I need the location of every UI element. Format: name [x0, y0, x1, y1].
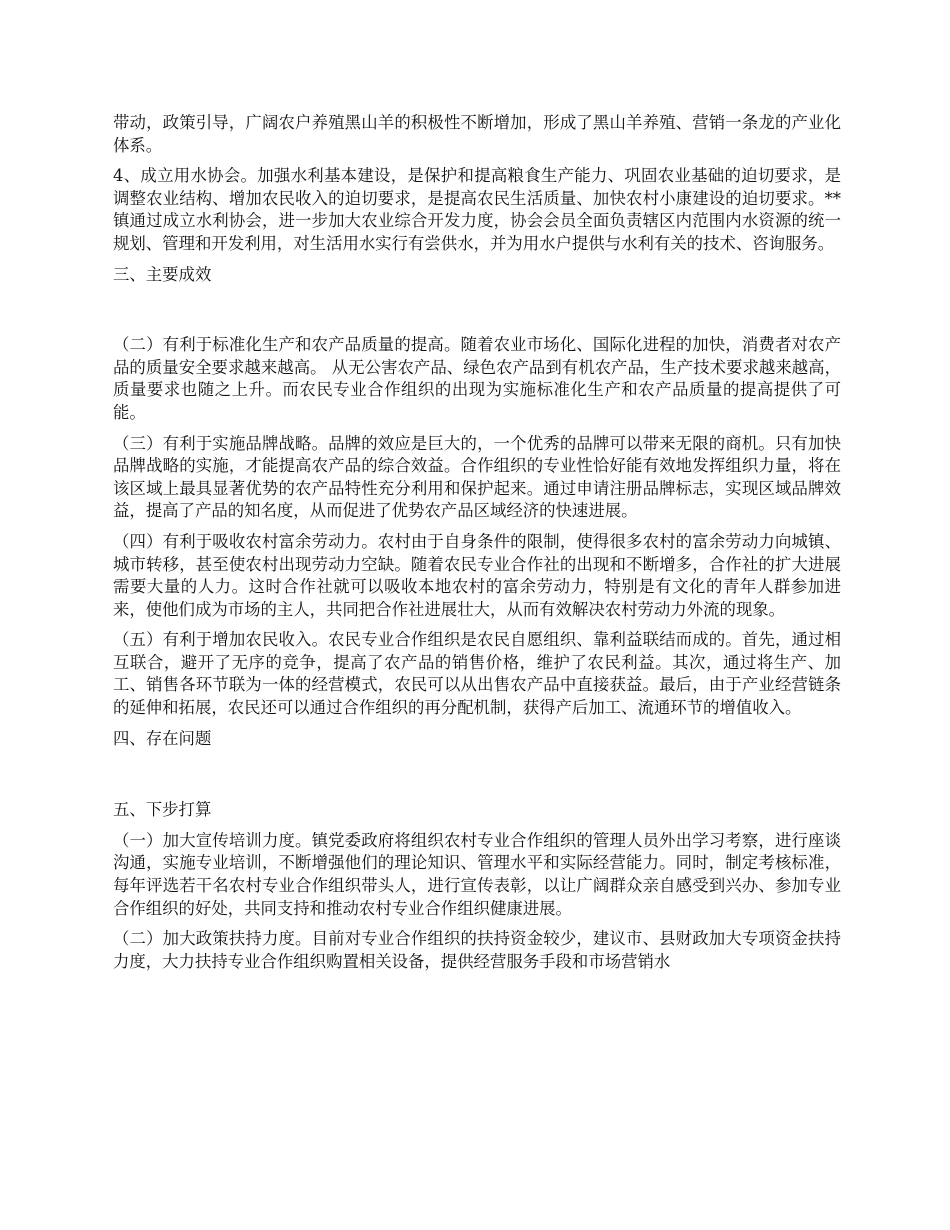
result-item-5: （五）有利于增加农民收入。农民专业合作组织是农民自愿组织、靠利益联结而成的。首先，通过相互联合，避开了无序的竞争，提高了农产品的销售价格，维护了农民利益。其次，通过将生产、加工、销售各环节联为一体的经营模式，农民可以从出售农产品中直接获益。最后，由于产业经营链条的延伸和拓展，农民还可以通过合作组织的再分配机制，获得产后加工、流通环节的增值收入。: [113, 630, 841, 718]
result-item-4: （四）有利于吸收农村富余劳动力。农村由于自身条件的限制，使得很多农村的富余劳动力向城镇、城市转移，甚至使农村出现劳动力空缺。随着农民专业合作社的出现和不断增多，合作社的扩大进展需要大量的人力。这时合作社就可以吸收本地农村的富余劳动力，特别是有文化的青年人群参加进来，使他们成为市场的主人，共同把合作社进展壮大，从而有效解决农村劳动力外流的现象。: [113, 531, 841, 619]
section-heading-main-results: 三、主要成效: [113, 264, 212, 284]
section-heading-next-steps: 五、下步打算: [113, 800, 212, 820]
paragraph-intro-continuation: 带动，政策引导，广阔农户养殖黑山羊的积极性不断增加，形成了黑山羊养殖、营销一条龙的产业化体系。: [113, 113, 841, 155]
paragraph-water-association: 4、成立用水协会。加强水利基本建设，是保护和提高粮食生产能力、巩固农业基础的迫切要求，是调整农业结构、增加农民收入的迫切要求，是提高农民生活质量、加快农村小康建设的迫切要求。**镇通过成立水利协会，进一步加大农业综合开发力度，协会会员全面负责辖区内范围内水资源的统一规划、管理和开发利用，对生活用水实行有尝供水，并为用水户提供与水利有关的技术、咨询服务。: [113, 166, 841, 253]
plan-item-2: （二）加大政策扶持力度。目前对专业合作组织的扶持资金较少，建议市、县财政加大专项资金扶持力度，大力扶持专业合作组织购置相关设备，提供经营服务手段和市场营销水: [113, 929, 841, 971]
blank-space: [113, 758, 841, 799]
result-item-2: （二）有利于标准化生产和农产品质量的提高。随着农业市场化、国际化进程的加快，消费者对农产品的质量安全要求越来越高。 从无公害农产品、绿色农产品到有机农产品，生产技术要求越来越高，质量要求也随之上升。而农民专业合作组织的出现为实施标准化生产和农产品质量的提高提供了可能。: [113, 335, 841, 422]
blank-space: [113, 294, 841, 334]
document-body: [113, 112, 841, 981]
section-heading-problems: 四、存在问题: [113, 728, 212, 748]
result-item-3: （三）有利于实施品牌战略。品牌的效应是巨大的，一个优秀的品牌可以带来无限的商机。只有加快品牌战略的实施，才能提高农产品的综合效益。合作组织的专业性恰好能有效地发挥组织力量，将在该区域上最具显著优势的农产品特性充分利用和保护起来。通过申请注册品牌标志，实现区域品牌效益，提高了产品的知名度，从而促进了优势农产品区域经济的快速进展。: [113, 433, 841, 521]
plan-item-1: （一）加大宣传培训力度。镇党委政府将组织农村专业合作组织的管理人员外出学习考察，进行座谈沟通，实施专业培训，不断增强他们的理论知识、管理水平和实际经营能力。同时，制定考核标准，每年评选若干名农村专业合作组织带头人，进行宣传表彰，以让广阔群众亲自感受到兴办、参加专业合作组织的好处，共同支持和推动农村专业合作组织健康进展。: [113, 830, 841, 918]
